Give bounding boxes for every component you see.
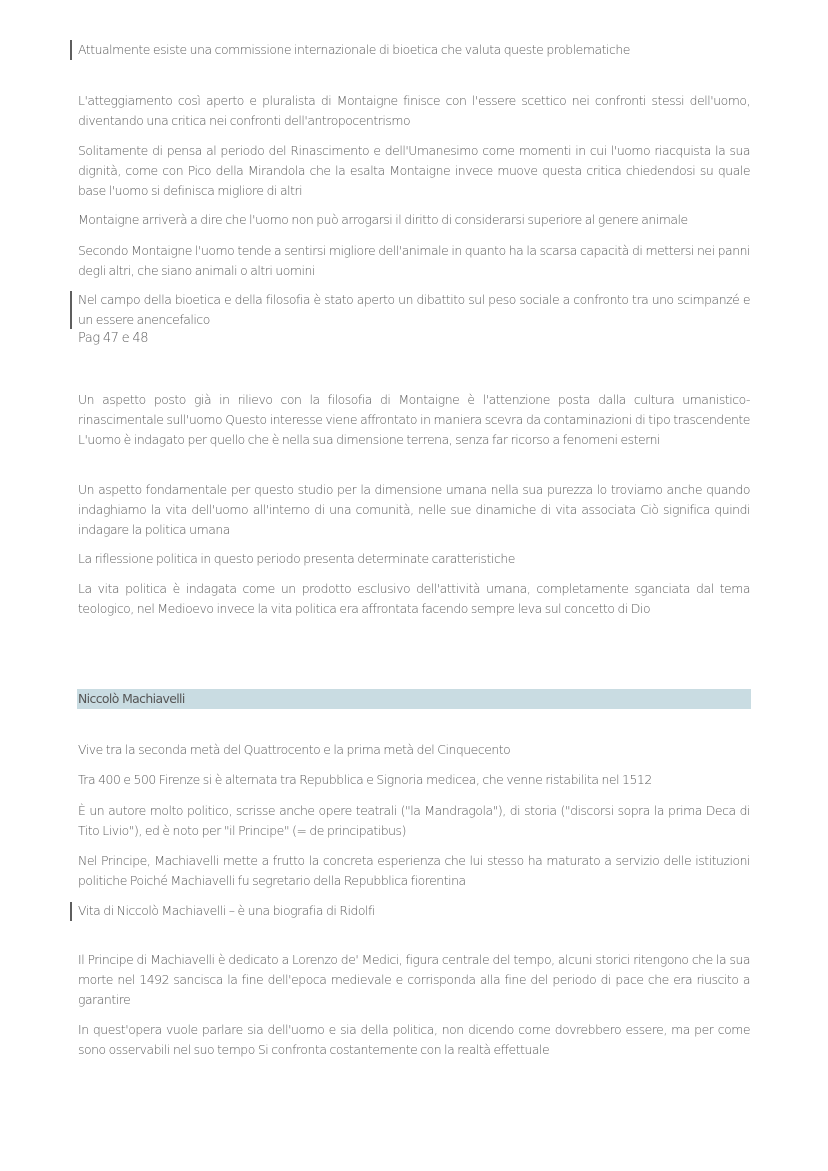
quote-bar [70,40,72,60]
paragraph: Tra 400 e 500 Firenze si è alternata tra Repubblica e Signoria medicea, che venne ristabilita nel 1512 [78,772,652,787]
paragraph: Secondo Montaigne l'uomo tende a sentirsi migliore dell'animale in quanto ha la scarsa capacità di mettersi nei panni degli altri, che siano animali o altri uomini [78,243,750,278]
quote-bar [70,291,72,329]
paragraph: Nel Principe, Machiavelli mette a frutto la concreta esperienza che lui stesso ha maturato a servizio delle istituzioni politiche Poiché Machiavelli fu segretario della Repubblica fiorentina [78,853,750,888]
section-heading: Niccolò Machiavelli [77,689,751,709]
paragraph: Attualmente esiste una commissione internazionale di bioetica che valuta queste problematiche [78,42,630,57]
paragraph: Montaigne arriverà a dire che l'uomo non può arrogarsi il diritto di considerarsi superiore al genere animale [78,212,688,227]
paragraph: Un aspetto posto già in rilievo con la filosofia di Montaigne è l'attenzione posta dalla cultura umanistico-rinascimentale sull'uomo Questo interesse viene affrontato in maniera scevra da contaminazioni di tipo trascendente L'uomo è indagato per quello che è nella sua dimensione terrena, senza far ricorso a fenomeni esterni [78,392,750,447]
paragraph: Vive tra la seconda metà del Quattrocento e la prima metà del Cinquecento [78,742,511,757]
paragraph: Nel campo della bioetica e della filosofia è stato aperto un dibattito sul peso sociale a confronto tra uno scimpanzé e un essere anencefalico [78,292,750,327]
paragraph: La vita politica è indagata come un prodotto esclusivo dell'attività umana, completamente sganciata dal tema teologico, nel Medioevo invece la vita politica era affrontata facendo sempre leva sul concetto di Dio [78,581,750,616]
quote-bar [70,902,72,921]
paragraph: È un autore molto politico, scrisse anche opere teatrali ("la Mandragola"), di storia ("discorsi sopra la prima Deca di Tito Livio"), ed è noto per "il Principe" (= de principatibus) [78,803,750,838]
paragraph: Il Principe di Machiavelli è dedicato a Lorenzo de' Medici, figura centrale del tempo, alcuni storici ritengono che la sua morte nel 1492 sancisca la fine dell'epoca medievale e corrisponda alla fine del periodo di pace che era riuscito a garantire [78,952,750,1007]
paragraph: La riflessione politica in questo periodo presenta determinate caratteristiche [78,551,515,566]
paragraph: In quest'opera vuole parlare sia dell'uomo e sia della politica, non dicendo come dovrebbero essere, ma per come sono osservabili nel suo tempo Si confronta costantemente con la realtà effettuale [78,1022,750,1057]
paragraph: Vita di Niccolò Machiavelli – è una biografia di Ridolfi [78,903,375,918]
paragraph: L'atteggiamento così aperto e pluralista di Montaigne finisce con l'essere scettico nei confronti stessi dell'uomo, diventando una critica nei confronti dell'antropocentrismo [78,93,750,128]
paragraph: Un aspetto fondamentale per questo studio per la dimensione umana nella sua purezza lo troviamo anche quando indaghiamo la vita dell'uomo all'interno di una comunità, nelle sue dinamiche di vita associata Ciò significa quindi indagare la politica umana [78,482,750,537]
paragraph: Solitamente di pensa al periodo del Rinascimento e dell'Umanesimo come momenti in cui l'uomo riacquista la sua dignità, come con Pico della Mirandola che la esalta Montaigne invece muove questa critica chiedendosi su quale base l'uomo si definisca migliore di altri [78,143,750,198]
page-reference: Pag 47 e 48 [78,331,149,346]
